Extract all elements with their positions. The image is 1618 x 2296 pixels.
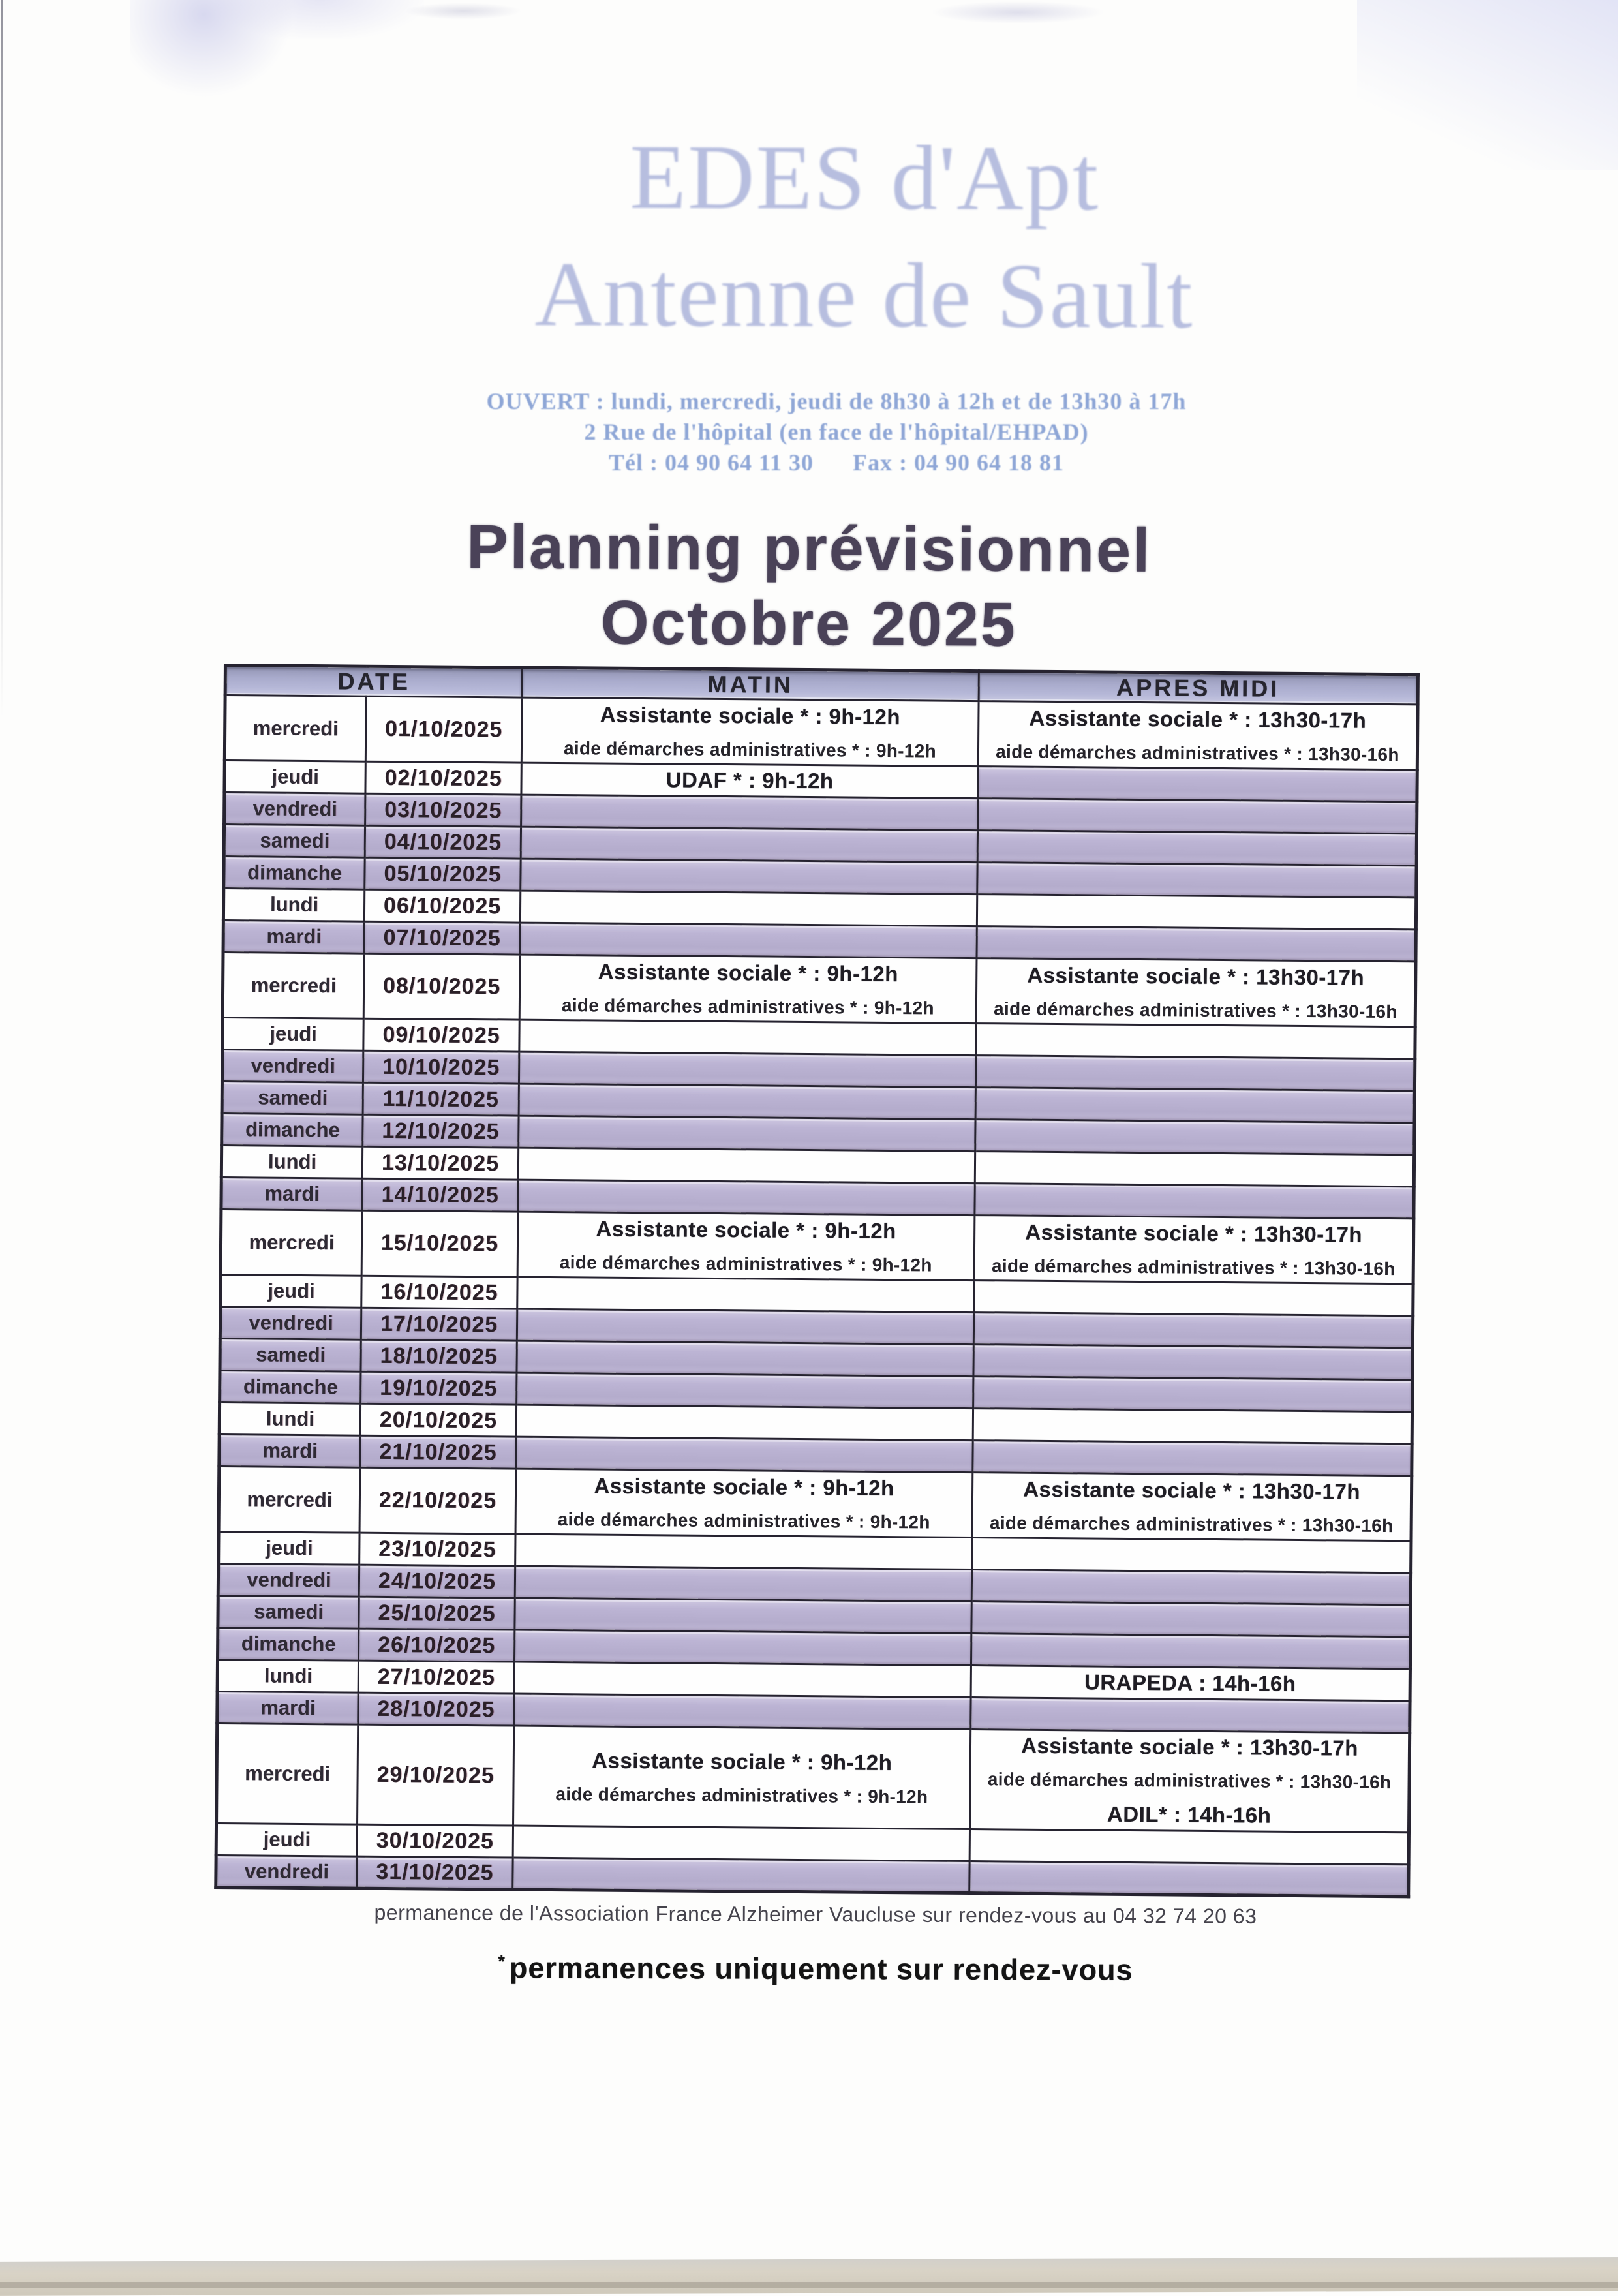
rendez-vous-note <box>7 1950 1618 1989</box>
apres-midi-cell <box>973 1313 1412 1348</box>
matin-cell <box>520 923 977 958</box>
matin-cell <box>521 697 979 766</box>
header-matin: MATIN <box>522 667 979 701</box>
schedule-entries <box>519 1214 974 1279</box>
org-name-line1: EDES d'Apt <box>629 125 1100 230</box>
scan-speck <box>933 1 1103 23</box>
schedule-entries <box>523 699 978 765</box>
day-cell: mardi <box>217 1691 358 1724</box>
matin-cell <box>519 955 977 1023</box>
date-cell: 06/10/2025 <box>364 889 520 923</box>
schedule-entry: aide démarches administratives * : 9h-12h <box>557 1509 930 1533</box>
matin-cell <box>513 1826 969 1861</box>
day-cell: vendredi <box>220 1306 361 1339</box>
date-cell: 27/10/2025 <box>358 1661 514 1694</box>
date-cell: 31/10/2025 <box>357 1856 513 1890</box>
schedule-entries <box>977 960 1414 1025</box>
document-title <box>0 508 1618 666</box>
day-cell: lundi <box>221 1145 362 1178</box>
rendez-vous-note-text: permanences uniquement sur rendez-vous <box>509 1951 1133 1987</box>
date-cell: 08/10/2025 <box>363 953 520 1020</box>
date-cell: 19/10/2025 <box>361 1371 517 1405</box>
schedule-entry: aide démarches administratives * : 13h30-16h <box>991 1255 1396 1279</box>
apres-midi-cell <box>978 701 1418 770</box>
date-cell: 25/10/2025 <box>359 1597 515 1630</box>
letterhead-org-name <box>55 116 1618 357</box>
table-row <box>221 1209 1414 1283</box>
asterisk-mark: * <box>498 1952 506 1972</box>
schedule-entry: Assistante sociale * : 13h30-17h <box>1029 705 1367 733</box>
date-cell: 26/10/2025 <box>359 1629 515 1662</box>
schedule-entry: aide démarches administratives * : 13h30-16h <box>993 998 1397 1022</box>
day-cell: samedi <box>222 1081 363 1114</box>
apres-midi-cell <box>969 1829 1409 1865</box>
schedule-entry: aide démarches administratives * : 9h-12h <box>561 995 935 1018</box>
date-cell: 17/10/2025 <box>361 1308 517 1341</box>
day-cell: vendredi <box>218 1563 359 1597</box>
apres-midi-cell <box>974 1281 1413 1316</box>
date-cell: 16/10/2025 <box>361 1276 517 1309</box>
date-cell: 10/10/2025 <box>363 1050 519 1084</box>
schedule-entries <box>514 1745 969 1810</box>
day-cell: jeudi <box>222 1018 363 1051</box>
day-cell: samedi <box>218 1595 359 1629</box>
schedule-entries <box>517 1471 972 1536</box>
day-cell: mercredi <box>222 953 364 1019</box>
matin-cell <box>513 1858 969 1893</box>
scan-bottom-band <box>0 2257 1618 2296</box>
schedule-entry: Assistante sociale * : 9h-12h <box>592 1747 893 1775</box>
date-cell: 02/10/2025 <box>365 761 521 795</box>
schedule-entries <box>521 957 976 1022</box>
schedule-entry: Assistante sociale * : 9h-12h <box>598 959 899 987</box>
apres-midi-cell <box>976 958 1416 1027</box>
matin-cell <box>517 1341 973 1376</box>
matin-cell <box>516 1405 973 1440</box>
date-cell: 24/10/2025 <box>359 1565 515 1598</box>
schedule-entry: aide démarches administratives * : 13h30-16h <box>987 1769 1392 1793</box>
table-row <box>222 953 1416 1027</box>
apres-midi-cell <box>972 1473 1412 1541</box>
day-cell: mercredi <box>221 1209 362 1276</box>
day-cell: lundi <box>223 889 364 922</box>
matin-cell <box>521 763 978 798</box>
day-cell: jeudi <box>221 1274 361 1308</box>
matin-cell <box>514 1662 971 1697</box>
apres-midi-cell <box>971 1698 1410 1733</box>
document-title-line1: Planning prévisionnel <box>466 512 1152 585</box>
apres-midi-cell <box>973 1409 1412 1444</box>
apres-midi-cell <box>975 1088 1414 1123</box>
matin-cell <box>514 1694 971 1729</box>
day-cell: samedi <box>220 1338 361 1371</box>
apres-midi-cell <box>977 831 1416 866</box>
day-cell: jeudi <box>216 1823 357 1856</box>
header-date: DATE <box>225 666 522 698</box>
day-cell: vendredi <box>222 1050 363 1083</box>
day-cell: mercredi <box>219 1466 360 1533</box>
day-cell: mardi <box>219 1434 360 1467</box>
schedule-entry: Assistante sociale * : 9h-12h <box>594 1473 894 1501</box>
apres-midi-cell <box>971 1602 1411 1637</box>
date-cell: 18/10/2025 <box>361 1339 517 1373</box>
matin-cell <box>519 1020 976 1055</box>
schedule-entry: aide démarches administratives * : 9h-12h <box>555 1783 928 1807</box>
date-cell: 04/10/2025 <box>365 825 521 859</box>
apres-midi-cell <box>977 926 1416 962</box>
day-cell: lundi <box>219 1402 360 1435</box>
matin-cell <box>521 827 977 862</box>
schedule-entries <box>975 1217 1412 1282</box>
matin-cell <box>515 1566 971 1601</box>
day-cell: dimanche <box>218 1627 359 1661</box>
date-cell: 28/10/2025 <box>358 1692 514 1726</box>
apres-midi-cell <box>975 1120 1414 1155</box>
date-cell: 21/10/2025 <box>360 1435 516 1469</box>
schedule-entry: ADIL* : 14h-16h <box>1107 1801 1272 1828</box>
org-name-line2: Antenne de Sault <box>534 242 1194 348</box>
day-cell: dimanche <box>224 857 365 890</box>
address-line: 2 Rue de l'hôpital (en face de l'hôpital/EHPAD) <box>584 419 1089 445</box>
matin-cell <box>517 1309 973 1344</box>
schedule-entry: aide démarches administratives * : 9h-12h <box>563 738 937 761</box>
matin-cell <box>515 1469 973 1537</box>
day-cell: lundi <box>217 1659 358 1692</box>
date-cell: 05/10/2025 <box>365 857 521 891</box>
day-cell: samedi <box>224 825 365 858</box>
day-cell: mercredi <box>224 696 366 762</box>
schedule-entry: aide démarches administratives * : 13h30-16h <box>996 741 1399 765</box>
schedule-entries <box>973 1474 1411 1539</box>
table-row <box>224 696 1418 770</box>
schedule-entries <box>522 764 977 797</box>
schedule-entry: aide démarches administratives * : 13h30-16h <box>989 1512 1394 1537</box>
schedule-entry: Assistante sociale * : 13h30-17h <box>1023 1477 1361 1504</box>
letterhead-info <box>27 386 1618 478</box>
apres-midi-cell <box>971 1634 1410 1669</box>
day-cell: jeudi <box>219 1531 359 1565</box>
date-cell: 20/10/2025 <box>360 1403 516 1437</box>
schedule-entries <box>979 703 1416 768</box>
schedule-entries <box>971 1730 1408 1831</box>
apres-midi-cell <box>971 1570 1411 1605</box>
schedule-entries <box>972 1666 1409 1700</box>
apres-midi-cell <box>975 1056 1414 1091</box>
matin-cell <box>515 1598 971 1633</box>
schedule-entry: Assistante sociale * : 9h-12h <box>600 702 901 729</box>
day-cell: mardi <box>223 921 364 954</box>
date-cell: 14/10/2025 <box>362 1178 518 1212</box>
schedule-entry: aide démarches administratives * : 9h-12h <box>559 1252 932 1276</box>
date-cell: 22/10/2025 <box>359 1467 516 1534</box>
matin-cell <box>517 1212 975 1280</box>
schedule-entry: Assistante sociale * : 13h30-17h <box>1025 1219 1363 1247</box>
schedule-entry: Assistante sociale * : 13h30-17h <box>1027 962 1365 990</box>
header-apres-midi: APRES MIDI <box>979 671 1418 705</box>
table-row <box>219 1466 1412 1540</box>
date-cell: 03/10/2025 <box>365 793 521 827</box>
scan-smudge-top-left-2 <box>215 0 424 39</box>
date-cell: 07/10/2025 <box>364 921 520 955</box>
matin-cell <box>519 1052 975 1087</box>
apres-midi-cell <box>974 1216 1414 1284</box>
day-cell: jeudi <box>224 761 365 794</box>
apres-midi-cell <box>971 1666 1410 1701</box>
apres-midi-cell <box>969 1861 1409 1897</box>
day-cell: mardi <box>221 1177 362 1210</box>
date-cell: 13/10/2025 <box>362 1146 518 1180</box>
day-cell: vendredi <box>224 793 365 826</box>
apres-midi-cell <box>976 1024 1415 1059</box>
schedule-entry: URAPEDA : 14h-16h <box>1084 1670 1296 1696</box>
date-cell: 11/10/2025 <box>363 1082 519 1116</box>
date-cell: 23/10/2025 <box>359 1533 515 1566</box>
matin-cell <box>520 891 977 926</box>
apres-midi-cell <box>978 799 1417 834</box>
matin-cell <box>521 859 977 894</box>
apres-midi-cell <box>972 1538 1411 1573</box>
apres-midi-cell <box>973 1377 1412 1412</box>
date-cell: 12/10/2025 <box>363 1114 519 1148</box>
matin-cell <box>517 1373 973 1408</box>
matin-cell <box>517 1277 974 1312</box>
date-cell: 01/10/2025 <box>365 696 522 763</box>
day-cell: dimanche <box>222 1113 363 1146</box>
matin-cell <box>515 1630 971 1665</box>
apres-midi-cell <box>977 895 1416 930</box>
apres-midi-cell <box>977 863 1416 898</box>
date-cell: 29/10/2025 <box>358 1724 514 1826</box>
matin-cell <box>513 1726 971 1829</box>
schedule-entry: UDAF * : 9h-12h <box>665 767 834 793</box>
apres-midi-cell <box>970 1730 1410 1833</box>
apres-midi-cell <box>973 1345 1412 1380</box>
schedule-entry: Assistante sociale * : 13h30-17h <box>1021 1733 1359 1760</box>
planning-table <box>214 664 1420 1898</box>
matin-cell <box>519 1116 975 1151</box>
matin-cell <box>521 795 978 830</box>
schedule-entry: Assistante sociale * : 9h-12h <box>596 1216 896 1244</box>
document-title-line2: Octobre 2025 <box>600 588 1017 660</box>
apres-midi-cell <box>978 767 1417 802</box>
matin-cell <box>519 1084 975 1119</box>
day-cell: vendredi <box>216 1855 357 1888</box>
scan-speck <box>404 3 522 20</box>
date-cell: 09/10/2025 <box>363 1018 519 1052</box>
matin-cell <box>515 1534 972 1569</box>
opening-hours-line: OUVERT : lundi, mercredi, jeudi de 8h30 à 12h et de 13h30 à 17h <box>486 388 1187 414</box>
apres-midi-cell <box>975 1184 1414 1219</box>
date-cell: 15/10/2025 <box>361 1210 518 1277</box>
alzheimer-permanence-note: permanence de l'Association France Alzheimer Vaucluse sur rendez-vous au 04 32 74 20 63 <box>374 1901 1257 1928</box>
table-row <box>217 1723 1410 1832</box>
apres-midi-cell <box>973 1441 1412 1476</box>
apres-midi-cell <box>975 1152 1414 1187</box>
day-cell: mercredi <box>217 1723 358 1824</box>
matin-cell <box>518 1180 975 1215</box>
scan-bottom-edge <box>0 2282 1618 2288</box>
day-cell: dimanche <box>220 1370 361 1403</box>
matin-cell <box>518 1148 975 1183</box>
matin-cell <box>516 1437 973 1472</box>
date-cell: 30/10/2025 <box>357 1824 513 1858</box>
phone-fax-line: Tél : 04 90 64 11 30 Fax : 04 90 64 18 81 <box>609 450 1064 476</box>
